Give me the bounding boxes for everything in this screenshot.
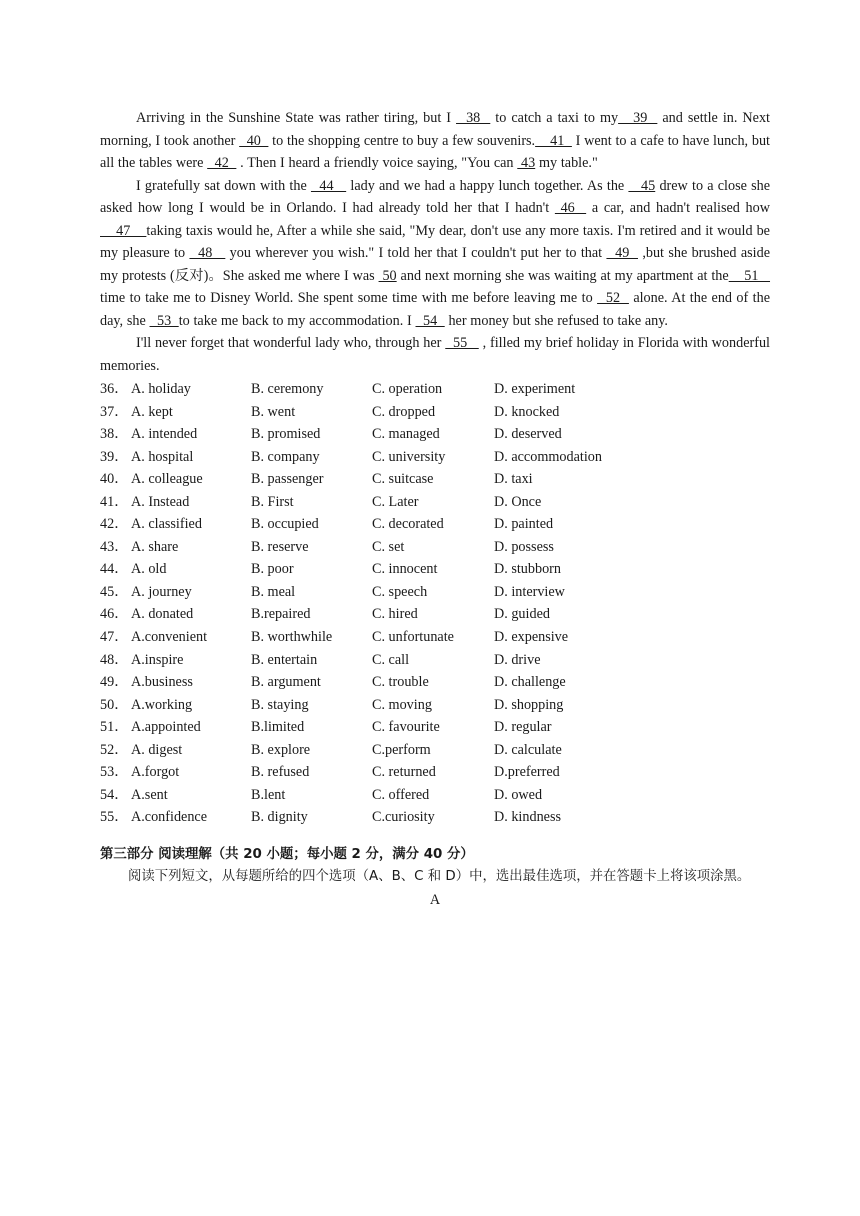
question-number: 55． — [100, 809, 129, 826]
question-number: 48． — [100, 651, 129, 668]
option-a: A. share — [131, 538, 179, 555]
question-number: 49． — [100, 674, 129, 691]
passage-text: . Then I heard a friendly voice saying, "You can — [236, 155, 518, 171]
option-a: A.business — [131, 674, 193, 691]
passage-text: I went to a cafe to have lunch, but all the tables were — [100, 132, 770, 171]
option-c: C.perform — [372, 741, 431, 758]
option-b: B. argument — [251, 674, 321, 691]
option-a: A.confidence — [131, 809, 208, 826]
option-c: C. returned — [372, 764, 436, 781]
answer-blank: 42 — [207, 155, 237, 171]
option-c: C. Later — [372, 493, 419, 510]
option-row — [100, 468, 770, 491]
option-row — [100, 446, 770, 469]
option-c: C. innocent — [372, 561, 438, 578]
option-d: D. knocked — [494, 403, 560, 420]
option-a: A. intended — [131, 426, 198, 443]
question-number: 45． — [100, 583, 129, 600]
passage-text: drew to a close she asked how long I would be in Orlando. I had already told her that I hadn't — [100, 177, 771, 216]
option-a: A.forgot — [131, 764, 180, 781]
passage-text: to the shopping centre to buy a few souvenirs. — [268, 132, 536, 149]
question-number: 36． — [100, 381, 129, 397]
answer-blank: 43 — [517, 155, 536, 171]
option-d: D. challenge — [494, 674, 566, 691]
option-c: C. moving — [372, 696, 432, 713]
option-row — [100, 513, 770, 536]
option-row — [100, 761, 770, 784]
question-number: 43． — [100, 538, 129, 555]
option-row — [100, 558, 770, 581]
answer-blank: 51 — [728, 267, 771, 284]
option-a: A.working — [131, 696, 193, 713]
passage-text: , filled my brief holiday in Florida with wonderful memories. — [100, 335, 770, 374]
option-c: C. decorated — [372, 516, 444, 533]
question-number: 38． — [100, 426, 129, 443]
option-d: D.preferred — [494, 764, 560, 781]
passage-paragraph-1 — [100, 107, 770, 175]
answer-blank: 50 — [378, 267, 397, 284]
option-b: B.limited — [251, 719, 305, 736]
option-b: B. explore — [251, 741, 311, 758]
option-a: A. old — [131, 561, 167, 578]
option-c: C. suitcase — [372, 471, 434, 488]
option-d: D. owed — [494, 786, 543, 803]
option-d: D. drive — [494, 651, 541, 668]
option-d: D. accommodation — [494, 448, 602, 465]
question-number: 51． — [100, 719, 129, 736]
option-c: C. university — [372, 448, 446, 465]
option-row — [100, 603, 770, 626]
option-b: B. worthwhile — [251, 629, 333, 646]
question-number: 39． — [100, 448, 129, 465]
option-row — [100, 671, 770, 694]
question-number: 46． — [100, 606, 129, 623]
passage-text: you wherever you wish." I told her that I couldn't put her to that — [225, 245, 607, 261]
answer-blank: 48 — [189, 245, 226, 261]
answer-blank: 54 — [415, 312, 445, 329]
passage-paragraph-3 — [100, 332, 770, 377]
option-c: C. hired — [372, 606, 418, 623]
option-row — [100, 491, 770, 514]
option-row — [100, 784, 770, 807]
option-b: B. reserve — [251, 538, 309, 555]
option-b: B. dignity — [251, 809, 308, 826]
option-b: B. ceremony — [251, 381, 324, 397]
option-b: B. First — [251, 493, 294, 510]
passage-text: and settle in. Next morning, I took another — [100, 110, 771, 149]
question-number: 40． — [100, 471, 129, 488]
question-number: 52． — [100, 741, 129, 758]
option-b: B. went — [251, 403, 296, 420]
question-number: 50． — [100, 696, 129, 713]
passage-text: I'll never forget that wonderful lady who, through her — [136, 335, 446, 351]
option-b: B. refused — [251, 764, 310, 781]
option-a: A. holiday — [131, 381, 191, 397]
option-a: A.inspire — [131, 651, 184, 668]
option-d: D. kindness — [494, 809, 561, 826]
question-number: 54． — [100, 786, 129, 803]
option-row — [100, 626, 770, 649]
passage-text: lady and we had a happy lunch together. As the — [346, 177, 629, 194]
option-c: C. offered — [372, 786, 430, 803]
answer-blank: 46 — [554, 200, 587, 216]
option-d: D. interview — [494, 583, 565, 600]
answer-blank: 53 — [149, 312, 179, 329]
option-b: B. occupied — [251, 516, 319, 533]
option-d: D. calculate — [494, 741, 562, 758]
option-row — [100, 581, 770, 604]
question-number: 53． — [100, 764, 129, 781]
option-a: A.sent — [131, 786, 168, 803]
passage-text: and next morning she was waiting at my apartment at the — [396, 267, 729, 284]
question-number: 44． — [100, 561, 129, 578]
option-d: D. possess — [494, 538, 554, 555]
answer-blank: 47 — [100, 222, 147, 239]
passage-label: A — [429, 892, 441, 909]
option-a: A. donated — [131, 606, 194, 623]
answer-blank: 49 — [606, 245, 638, 261]
option-b: B. entertain — [251, 651, 318, 668]
answer-blank: 39 — [618, 110, 658, 126]
question-number: 37． — [100, 403, 129, 420]
passage-text: a car, and hadn't realised how — [586, 200, 770, 216]
option-row — [100, 649, 770, 672]
passage-text: her money but she refused to take any. — [444, 312, 668, 329]
option-a: A.appointed — [131, 719, 201, 736]
option-row — [100, 423, 770, 446]
option-d: D. experiment — [494, 381, 576, 397]
passage-text: to catch a taxi to my — [490, 110, 619, 126]
option-row — [100, 401, 770, 424]
section-instruction: 阅读下列短文，从每题所给的四个选项（A、B、C 和 D）中，选出最佳选项，并在答题卡上将该项涂黑。 — [128, 868, 751, 884]
option-row — [100, 378, 770, 401]
option-d: D. regular — [494, 719, 552, 736]
option-b: B. company — [251, 448, 320, 465]
question-number: 42． — [100, 516, 129, 533]
passage-text: ,but she brushed aside my protests (反对)。She asked me where I was — [100, 245, 770, 284]
option-d: D. shopping — [494, 696, 564, 713]
answer-blank: 52 — [597, 290, 629, 306]
option-c: C. managed — [372, 426, 440, 443]
answer-blank: 55 — [445, 335, 479, 351]
answer-blank: 38 — [456, 110, 491, 126]
question-number: 47． — [100, 629, 129, 646]
option-c: C. trouble — [372, 674, 429, 691]
option-row — [100, 739, 770, 762]
option-a: A. Instead — [131, 493, 190, 510]
option-c: C. favourite — [372, 719, 440, 736]
option-d: D. guided — [494, 606, 550, 623]
passage-text: time to take me to Disney World. She spent some time with me before leaving me to — [100, 290, 598, 306]
passage-paragraph-2 — [100, 175, 770, 333]
answer-blank: 44 — [310, 177, 347, 194]
option-a: A.convenient — [131, 629, 208, 646]
passage-text: my table." — [535, 155, 598, 171]
option-c: C. call — [372, 651, 410, 668]
option-row — [100, 536, 770, 559]
option-d: D. painted — [494, 516, 554, 533]
passage-text: Arriving in the Sunshine State was rather tiring, but I — [136, 110, 457, 126]
option-d: D. deserved — [494, 426, 562, 443]
option-c: C. set — [372, 538, 405, 555]
option-row — [100, 806, 770, 829]
option-d: D. Once — [494, 493, 542, 510]
passage-text: to take me back to my accommodation. I — [178, 312, 416, 329]
option-b: B.lent — [251, 786, 286, 803]
option-row — [100, 694, 770, 717]
option-a: A. kept — [131, 403, 173, 420]
option-a: A. colleague — [131, 471, 203, 488]
option-d: D. stubborn — [494, 561, 561, 578]
passage-text: taking taxis would he, After a while she said, "My dear, don't use any more taxis. I'm retired and it would be my pleasure to — [100, 222, 770, 261]
option-c: C. dropped — [372, 403, 436, 420]
option-a: A. classified — [131, 516, 202, 533]
option-a: A. hospital — [131, 448, 194, 465]
option-d: D. expensive — [494, 629, 569, 646]
option-c: C. speech — [372, 583, 428, 600]
option-a: A. journey — [131, 583, 192, 600]
option-c: C. operation — [372, 381, 443, 397]
question-number: 41． — [100, 493, 129, 510]
option-b: B. promised — [251, 426, 321, 443]
option-a: A. digest — [131, 741, 183, 758]
exam-page — [100, 107, 770, 911]
option-d: D. taxi — [494, 471, 533, 488]
passage-text: I gratefully sat down with the — [136, 177, 311, 194]
option-c: C. unfortunate — [372, 629, 454, 646]
answer-blank: 45 — [628, 177, 656, 194]
option-b: B. staying — [251, 696, 309, 713]
passage-text: alone. At the end of the day, she — [100, 290, 770, 329]
option-b: B. passenger — [251, 471, 324, 488]
option-row — [100, 716, 770, 739]
options-list — [100, 378, 770, 829]
option-b: B.repaired — [251, 606, 311, 623]
option-c: C.curiosity — [372, 809, 435, 826]
section-title: 第三部分 阅读理解（共 20 小题；每小题 2 分，满分 40 分） — [100, 846, 474, 862]
option-b: B. meal — [251, 583, 296, 600]
option-b: B. poor — [251, 561, 294, 578]
answer-blank: 40 — [239, 132, 269, 149]
answer-blank: 41 — [535, 132, 572, 149]
